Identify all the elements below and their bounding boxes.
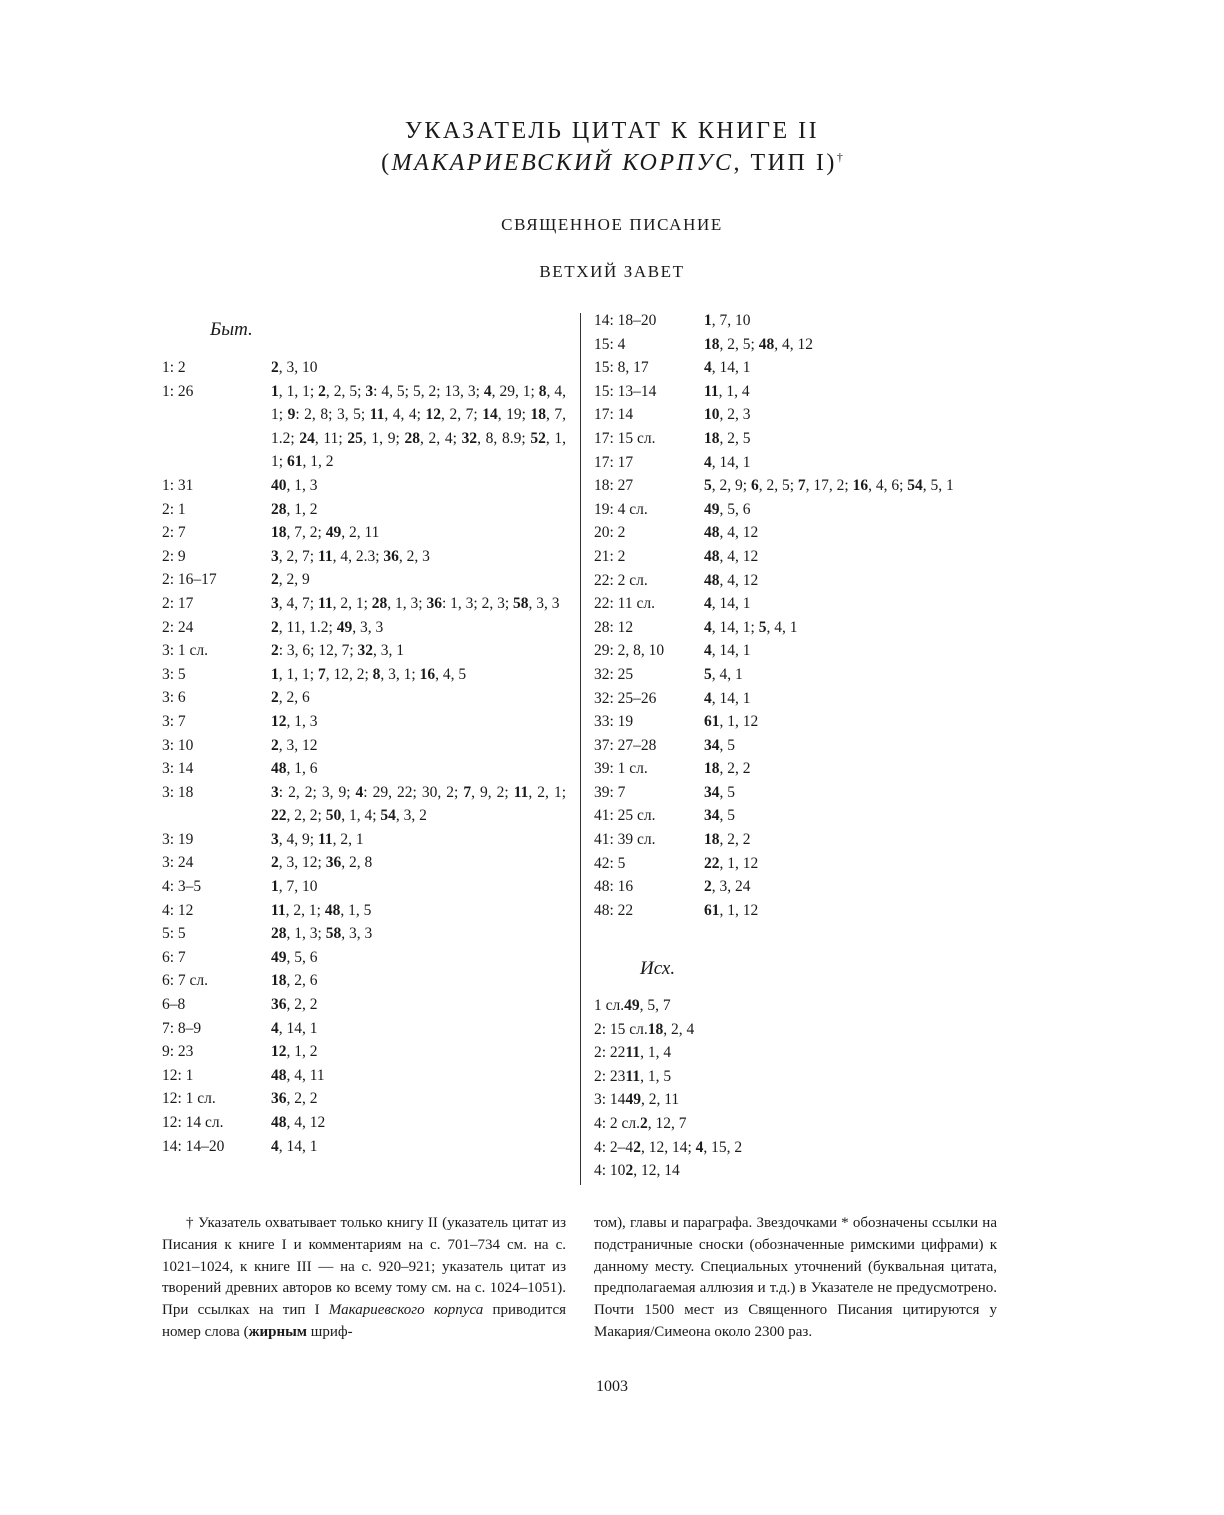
index-entry [162,616,566,640]
index-entry [594,545,1014,569]
index-entry [594,498,1014,522]
verse-reference: 4: 3–5 [162,878,202,896]
index-entry [594,309,1014,333]
citation-locations: 48, 4, 11 [271,1066,325,1084]
citation-locations: 4, 14, 1 [704,595,751,613]
citation-locations: 48, 4, 12 [704,524,759,542]
verse-reference: 12: 14 сл. [162,1114,224,1131]
verse-reference: 32: 25 [594,665,634,683]
citation-locations: 3: 2, 2; 3, 9; 4: 29, 22; 30, 2; 7, 9, 2; 11, 2, 1; 22, 2, 2; 50, 1, 4; 54, 3, 2 [271,783,566,825]
verse-reference: 3: 24 [162,854,194,872]
verse-reference: 17: 15 сл. [594,429,656,447]
index-entry [162,875,566,899]
column-divider [580,313,581,1185]
verse-reference: 3: 18 [162,783,194,801]
verse-reference: 6–8 [162,996,186,1014]
index-entry [594,1112,1014,1136]
citation-locations: 4, 14, 1 [704,689,751,707]
citation-locations: 2, 3, 12; 36, 2, 8 [271,854,373,872]
verse-reference: 7: 8–9 [162,1019,202,1037]
index-entry [594,474,1014,498]
index-entry [162,899,566,923]
verse-reference: 4: 12 [162,901,194,919]
verse-reference: 3: 14 [594,1091,626,1109]
verse-reference: 1 сл. [594,997,625,1014]
verse-reference: 39: 1 сл. [594,760,648,778]
verse-reference: 1: 26 [162,382,194,400]
footnote-left: † Указатель охватывает только книгу II (указатель цитат из Писания к книге I и комментариям на с. 701–734 см. на с. 1021–1024, к книге III — на с. 920–921; указатель цитат из творений древних авторов ко всему тому см. на с. 1024–1051). При ссылках на тип I Макариевского корпуса приводится номер слова (жирным шриф- [162,1215,566,1340]
verse-reference: 2: 24 [162,618,194,636]
verse-reference: 3: 10 [162,736,194,754]
verse-reference: 2: 15 сл. [594,1020,648,1038]
citation-locations: 2, 12, 7 [640,1114,687,1132]
verse-reference: 5: 5 [162,925,186,943]
citation-locations: 3, 2, 7; 11, 4, 2.3; 36, 2, 3 [271,547,430,565]
citation-locations: 34, 5 [704,736,735,754]
index-entry [594,521,1014,545]
verse-reference: 42: 5 [594,854,626,872]
index-entry [594,356,1014,380]
verse-reference: 9: 23 [162,1043,194,1061]
index-entry [594,1018,1014,1042]
book-heading-exodus: Исх. [640,958,676,979]
index-entry [162,1111,566,1135]
index-entry [594,710,1014,734]
genesis-index-right-column [594,309,1014,922]
citation-locations: 5, 2, 9; 6, 2, 5; 7, 17, 2; 16, 4, 6; 54, 5, 1 [704,477,954,495]
citation-locations: 2, 12, 14; 4, 15, 2 [633,1138,743,1156]
index-entry [594,569,1014,593]
citation-locations: 28, 1, 2 [271,500,318,518]
citation-locations: 4, 14, 1 [704,642,751,660]
verse-reference: 2: 7 [162,524,186,542]
title-line-1: УКАЗАТЕЛЬ ЦИТАТ К КНИГЕ II [404,118,820,144]
index-entry [162,828,566,852]
citation-locations: 4, 14, 1 [271,1019,318,1037]
citation-locations: 61, 1, 12 [704,713,759,731]
citation-locations: 11, 1, 4 [704,382,750,400]
citation-locations: 1, 1, 1; 2, 2, 5; 3: 4, 5; 5, 2; 13, 3; 4, 29, 1; 8, 4, 1; 9: 2, 8; 3, 5; 11, 4, 4; 12, 2, 7; 14, 19; 18, 7, 1.2; 24, 11; 25, 1, 9; 28, 2, 4; 32, 8, 8.9; 52, 1, 1; 61, 1, 2 [271,382,567,471]
index-entry [162,734,566,758]
index-title [0,118,1224,176]
index-entry [594,380,1014,404]
citation-locations: 12, 1, 2 [271,1043,318,1061]
citation-locations: 34, 5 [704,783,735,801]
citation-locations: 2, 11, 1.2; 49, 3, 3 [271,618,384,636]
page-number: 1003 [596,1378,628,1395]
verse-reference: 15: 8, 17 [594,359,649,377]
citation-locations: 18, 2, 2 [704,831,751,849]
index-entry [594,663,1014,687]
verse-reference: 22: 2 сл. [594,571,648,589]
citation-locations: 48, 4, 12 [704,547,759,565]
verse-reference: 2: 17 [162,594,194,612]
verse-reference: 14: 14–20 [162,1137,225,1155]
citation-locations: 48, 4, 12 [271,1114,326,1131]
index-entry [162,686,566,710]
index-entry [162,356,566,380]
index-entry [162,545,566,569]
index-entry [594,852,1014,876]
index-entry [594,757,1014,781]
verse-reference: 28: 12 [594,618,634,636]
verse-reference: 6: 7 [162,948,186,966]
verse-reference: 2: 22 [594,1044,626,1062]
index-entry [162,851,566,875]
citation-locations: 18, 2, 6 [271,972,318,990]
citation-locations: 18, 2, 5 [704,429,751,447]
verse-reference: 37: 27–28 [594,736,657,754]
index-entry [594,616,1014,640]
index-entry [162,498,566,522]
verse-reference: 2: 9 [162,547,186,565]
verse-reference: 3: 19 [162,830,194,848]
verse-reference: 3: 1 сл. [162,642,209,660]
index-entry [594,1041,1014,1065]
citation-locations: 1, 7, 10 [271,878,318,896]
verse-reference: 3: 6 [162,689,186,707]
citation-locations: 18, 2, 4 [647,1020,695,1038]
citation-locations: 4, 14, 1 [704,359,751,377]
verse-reference: 20: 2 [594,524,626,542]
citation-locations: 34, 5 [704,807,735,825]
index-entry [162,757,566,781]
citation-locations: 49, 2, 11 [625,1091,680,1109]
citation-locations: 2, 12, 14 [625,1162,680,1180]
index-entry [594,639,1014,663]
verse-reference: 41: 39 сл. [594,831,656,849]
citation-locations: 36, 2, 2 [271,1090,318,1108]
index-entry [162,993,566,1017]
citation-locations: 18, 2, 5; 48, 4, 12 [704,335,813,353]
index-entry [162,592,566,616]
verse-reference: 17: 17 [594,453,634,471]
footnote-mark: † [836,150,843,164]
index-entry [162,639,566,663]
index-entry [594,781,1014,805]
citation-locations: 49, 5, 6 [271,948,318,966]
verse-reference: 48: 22 [594,901,634,919]
verse-reference: 12: 1 сл. [162,1090,216,1108]
verse-reference: 3: 14 [162,760,194,778]
index-entry [594,994,1014,1018]
citation-locations: 49, 5, 6 [704,500,751,518]
citation-locations: 2: 3, 6; 12, 7; 32, 3, 1 [271,642,405,660]
index-entry [594,1159,1014,1183]
index-entry [594,875,1014,899]
index-entry [594,1136,1014,1160]
citation-locations: 36, 2, 2 [271,996,318,1014]
verse-reference: 4: 2–4 [594,1138,634,1156]
index-entry [162,1017,566,1041]
citation-locations: 2, 2, 6 [271,689,310,707]
citation-locations: 4, 14, 1 [704,453,751,471]
verse-reference: 2: 16–17 [162,571,217,589]
citation-locations: 49, 5, 7 [624,997,671,1014]
citation-locations: 48, 1, 6 [271,760,318,778]
verse-reference: 19: 4 сл. [594,500,648,518]
citation-locations: 11, 1, 4 [625,1044,672,1062]
index-entry [162,710,566,734]
index-entry [162,380,566,474]
index-entry [162,474,566,498]
verse-reference: 4: 2 сл. [594,1114,641,1132]
citation-locations: 10, 2, 3 [704,406,751,424]
index-entry [594,1088,1014,1112]
index-entry [162,969,566,993]
verse-reference: 15: 4 [594,335,626,353]
index-entry [162,663,566,687]
citation-locations: 2, 3, 12 [271,736,318,754]
citation-locations: 1, 7, 10 [704,312,751,329]
index-entry [162,1040,566,1064]
index-entry [162,946,566,970]
citation-locations: 2, 2, 9 [271,571,310,589]
verse-reference: 29: 2, 8, 10 [594,642,665,660]
genesis-index-left-column [162,356,566,1158]
citation-locations: 2, 3, 24 [704,878,751,896]
verse-reference: 39: 7 [594,783,626,801]
verse-reference: 22: 11 сл. [594,595,655,613]
citation-locations: 18, 7, 2; 49, 2, 11 [271,524,380,542]
index-entry [162,1135,566,1159]
exodus-index-column [594,994,1014,1183]
book-heading-genesis: Быт. [210,319,253,340]
index-entry [162,922,566,946]
verse-reference: 1: 2 [162,359,186,376]
verse-reference: 3: 7 [162,712,186,730]
section-heading: СВЯЩЕННОЕ ПИСАНИЕ [501,215,723,234]
citation-locations: 18, 2, 2 [704,760,751,778]
citation-locations: 4, 14, 1 [271,1137,318,1155]
index-entry [594,687,1014,711]
verse-reference: 4: 10 [594,1162,626,1180]
subsection-heading: ВЕТХИЙ ЗАВЕТ [539,262,685,281]
verse-reference: 3: 5 [162,665,186,683]
index-entry [594,804,1014,828]
verse-reference: 15: 13–14 [594,382,657,400]
citation-locations: 12, 1, 3 [271,712,318,730]
verse-reference: 14: 18–20 [594,312,657,329]
verse-reference: 2: 1 [162,500,186,518]
citation-locations: 1, 1, 1; 7, 12, 2; 8, 3, 1; 16, 4, 5 [271,665,467,683]
index-entry [594,592,1014,616]
citation-locations: 28, 1, 3; 58, 3, 3 [271,925,373,943]
verse-reference: 6: 7 сл. [162,972,209,990]
index-entry [162,781,566,828]
index-entry [594,427,1014,451]
citation-locations: 2, 3, 10 [271,359,318,376]
verse-reference: 1: 31 [162,476,194,494]
citation-locations: 3, 4, 9; 11, 2, 1 [271,830,364,848]
citation-locations: 11, 1, 5 [625,1067,672,1085]
index-entry [162,521,566,545]
title-line-2: (МАКАРИЕВСКИЙ КОРПУС, ТИП I)† [381,150,843,176]
citation-locations: 4, 14, 1; 5, 4, 1 [704,618,798,636]
verse-reference: 33: 19 [594,713,634,731]
index-entry [594,899,1014,923]
index-entry [162,1064,566,1088]
citation-locations: 5, 4, 1 [704,665,743,683]
verse-reference: 18: 27 [594,477,634,495]
citation-locations: 40, 1, 3 [271,476,318,494]
citation-locations: 22, 1, 12 [704,854,759,872]
citation-locations: 48, 4, 12 [704,571,759,589]
footnote-right: том), главы и параграфа. Звездочками * обозначены ссылки на подстраничные сноски (обозначенные римскими цифрами) к данному месту. Специальных уточнений (буквальная цитата, предполагаемая аллюзия и т.д.) в Указателе не предусмотрено. Почти 1500 мест из Священного Писания цитируются у Макария/Симеона около 2300 раз. [594,1215,997,1340]
index-entry [162,1087,566,1111]
index-entry [594,403,1014,427]
citation-locations: 3, 4, 7; 11, 2, 1; 28, 1, 3; 36: 1, 3; 2, 3; 58, 3, 3 [271,594,560,612]
index-entry [162,568,566,592]
index-entry [594,828,1014,852]
verse-reference: 17: 14 [594,406,634,424]
index-entry [594,451,1014,475]
index-entry [594,1065,1014,1089]
verse-reference: 21: 2 [594,547,626,565]
index-entry [594,333,1014,357]
citation-locations: 61, 1, 12 [704,901,759,919]
citation-locations: 11, 2, 1; 48, 1, 5 [271,901,372,919]
index-entry [594,734,1014,758]
verse-reference: 12: 1 [162,1066,194,1084]
verse-reference: 32: 25–26 [594,689,657,707]
verse-reference: 48: 16 [594,878,634,896]
verse-reference: 41: 25 сл. [594,807,656,825]
verse-reference: 2: 23 [594,1067,626,1085]
